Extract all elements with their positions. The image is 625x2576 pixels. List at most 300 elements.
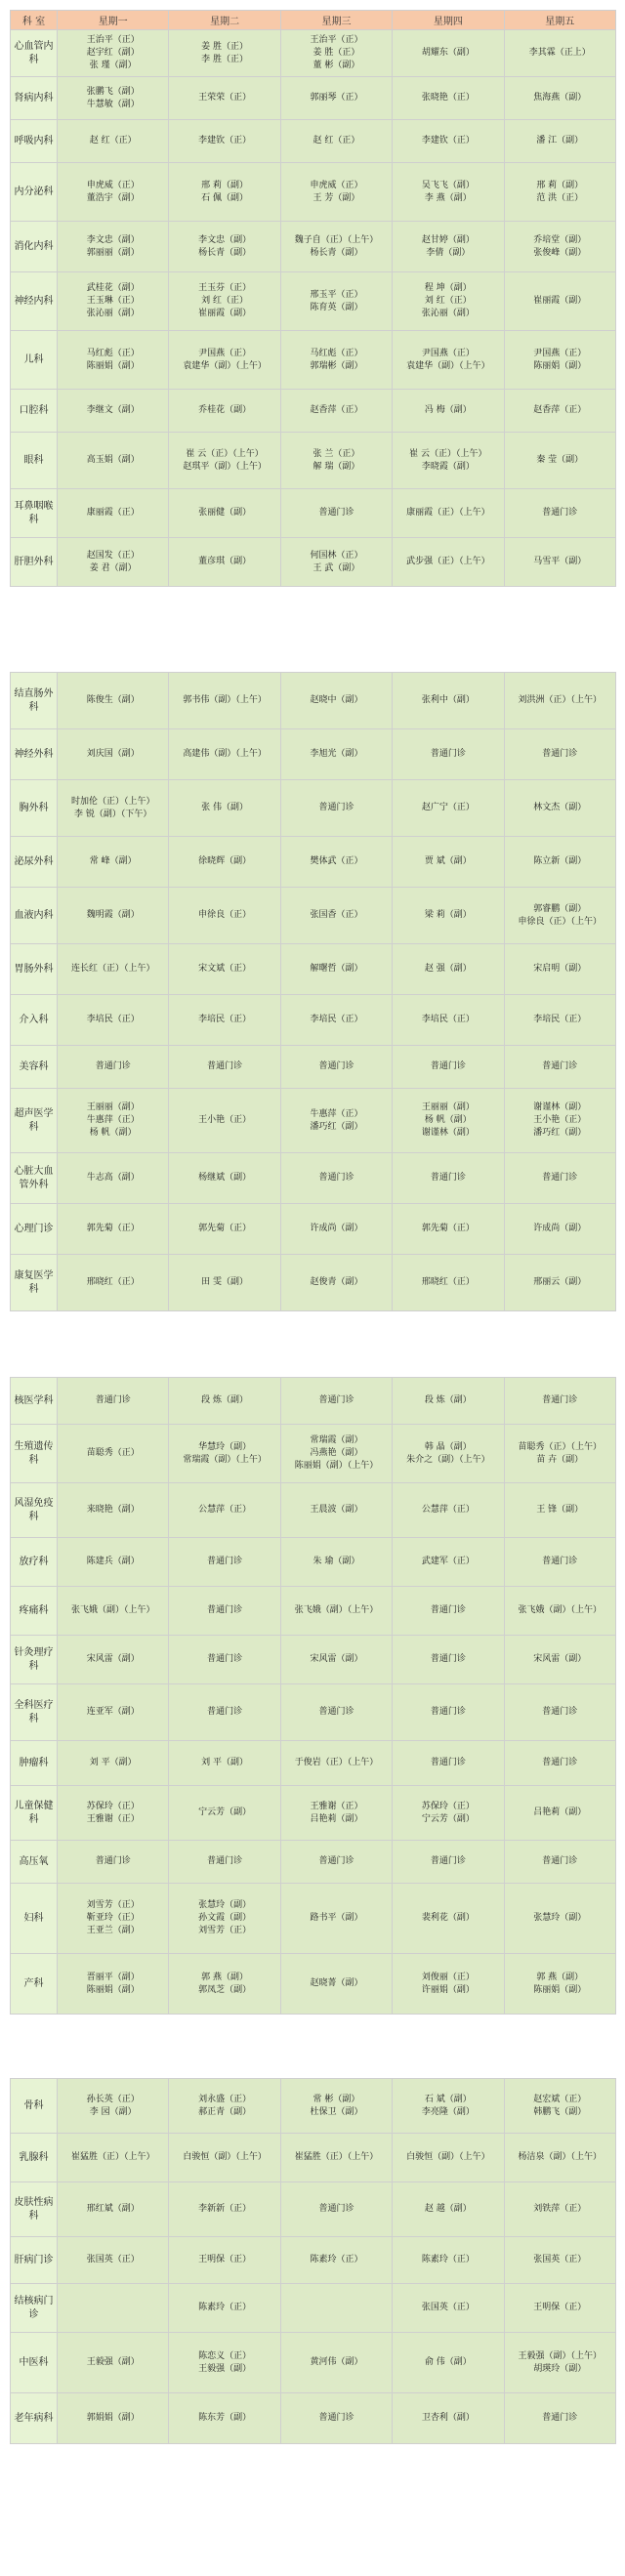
doctor-entry: 董 彬（副） <box>312 61 360 70</box>
doctor-entry: 陈素玲（正） <box>198 2303 252 2312</box>
doctor-entry: 刘 红（正） <box>201 296 249 306</box>
table-row <box>11 77 616 120</box>
doctor-entry: 何国林（正） <box>310 550 363 561</box>
schedule-cell <box>169 673 280 729</box>
schedule-cell <box>280 163 392 222</box>
table-row <box>11 1587 616 1636</box>
doctor-entry: 李培民（正） <box>310 1015 363 1024</box>
doctor-entry: 陈丽娟（副） <box>533 1984 587 1995</box>
doctor-entry: 胡耀东（副） <box>421 48 475 58</box>
schedule-cell <box>169 1538 280 1587</box>
schedule-cell <box>504 1255 615 1311</box>
department-name: 生殖遗传科 <box>11 1425 58 1483</box>
schedule-cell <box>169 489 280 538</box>
doctor-entry: 杨 帆（副） <box>424 1115 472 1125</box>
doctor-entry: 张利中（副） <box>421 695 475 705</box>
doctor-entry: 普通门诊 <box>430 1856 466 1866</box>
schedule-cell <box>58 1841 169 1884</box>
doctor-entry: 崔猛胜（正）（上午） <box>70 2152 155 2162</box>
doctor-entry: 王丽丽（副） <box>86 1102 140 1112</box>
schedule-cell <box>393 331 504 390</box>
doctor-entry: 李文忠（副） <box>198 234 252 245</box>
table-row <box>11 163 616 222</box>
doctor-entry: 武步强（正）（上午） <box>406 557 490 566</box>
doctor-entry: 路书平（副） <box>310 1913 363 1923</box>
table-row <box>11 1153 616 1204</box>
department-name: 眼科 <box>11 433 58 489</box>
doctor-entry: 刘永盛（正） <box>198 2094 252 2104</box>
schedule-cell <box>280 390 392 433</box>
doctor-entry: 宋风雷（副） <box>86 1654 140 1664</box>
schedule-table-4 <box>10 2078 616 2444</box>
department-name: 老年病科 <box>11 2393 58 2444</box>
schedule-cell <box>504 729 615 780</box>
table-row <box>11 272 616 331</box>
doctor-entry: 许成尚（副） <box>533 1224 587 1233</box>
doctor-entry: 许丽娟（副） <box>421 1984 475 1995</box>
doctor-entry: 王毅强（副） <box>86 2357 140 2367</box>
doctor-entry: 裴利花（副） <box>421 1913 475 1923</box>
doctor-entry: 普通门诊 <box>318 1395 354 1405</box>
schedule-cell <box>169 1786 280 1841</box>
doctor-entry: 张国英（正） <box>533 2255 587 2264</box>
schedule-cell <box>393 222 504 272</box>
doctor-entry: 连亚军（副） <box>86 1707 140 1717</box>
header-day-4: 星期四 <box>393 11 504 30</box>
schedule-cell <box>58 1425 169 1483</box>
doctor-entry: 靳亚玲（正） <box>86 1913 140 1923</box>
schedule-cell <box>169 1954 280 2015</box>
doctor-entry: 普通门诊 <box>430 1605 466 1615</box>
schedule-cell <box>58 1204 169 1255</box>
schedule-cell <box>393 489 504 538</box>
doctor-entry: 苗聪秀（正） <box>86 1448 140 1458</box>
schedule-cell <box>393 780 504 837</box>
schedule-cell <box>504 331 615 390</box>
schedule-cell <box>169 729 280 780</box>
doctor-entry: 田 雯（副） <box>201 1277 249 1287</box>
schedule-cell <box>504 2079 615 2134</box>
table-row <box>11 30 616 77</box>
doctor-entry: 康丽霞（正）（上午） <box>406 508 490 518</box>
department-name: 全科医疗科 <box>11 1684 58 1741</box>
doctor-entry: 魏明霞（副） <box>86 910 140 920</box>
doctor-entry: 韩鹏飞（副） <box>533 2106 587 2117</box>
schedule-cell <box>393 673 504 729</box>
doctor-entry: 宁云芳（副） <box>421 1813 475 1824</box>
schedule-cell <box>504 1786 615 1841</box>
doctor-entry: 赵广宁（正） <box>421 803 475 812</box>
doctor-entry: 潘 江（副） <box>536 136 584 145</box>
schedule-cell <box>58 163 169 222</box>
table-row <box>11 2079 616 2134</box>
doctor-entry: 陈东芳（副） <box>198 2413 252 2423</box>
doctor-entry: 林文杰（副） <box>533 803 587 812</box>
schedule-cell <box>58 2393 169 2444</box>
schedule-cell <box>393 1425 504 1483</box>
doctor-entry: 宋文斌（正） <box>198 964 252 974</box>
schedule-cell <box>58 1153 169 1204</box>
department-name: 心血管内科 <box>11 30 58 77</box>
schedule-cell <box>393 1046 504 1089</box>
doctor-entry: 陈育英（副） <box>310 302 363 312</box>
doctor-entry: 刘雪芳（正） <box>198 1926 252 1935</box>
schedule-cell <box>280 1884 392 1954</box>
table-row <box>11 2333 616 2393</box>
department-name: 肝病门诊 <box>11 2237 58 2284</box>
table-row <box>11 390 616 433</box>
doctor-entry: 王 武（副） <box>312 562 360 573</box>
doctor-entry: 李旭光（副） <box>310 749 363 759</box>
department-name: 肿瘤科 <box>11 1741 58 1786</box>
schedule-cell <box>58 77 169 120</box>
schedule-cell <box>393 1587 504 1636</box>
schedule-cell <box>169 2182 280 2237</box>
doctor-entry: 普通门诊 <box>542 749 578 759</box>
schedule-cell <box>169 1046 280 1089</box>
doctor-entry: 郭书伟（副）（上午） <box>183 695 267 705</box>
doctor-entry: 普通门诊 <box>542 1707 578 1717</box>
schedule-cell <box>504 489 615 538</box>
doctor-entry: 陈丽娟（副） <box>533 360 587 371</box>
doctor-entry: 尹国燕（正） <box>198 348 252 358</box>
doctor-entry: 常瑞霞（副）（上午） <box>183 1454 267 1465</box>
table-row <box>11 222 616 272</box>
doctor-entry: 王毅强（副） <box>198 2363 252 2374</box>
schedule-cell <box>393 538 504 587</box>
schedule-cell <box>393 1255 504 1311</box>
table-row <box>11 2134 616 2182</box>
doctor-entry: 许成尚（副） <box>310 1224 363 1233</box>
doctor-entry: 郭凤芝（副） <box>198 1984 252 1995</box>
schedule-cell <box>393 433 504 489</box>
doctor-entry: 张 伟（副） <box>201 803 249 812</box>
doctor-entry: 华慧玲（副） <box>198 1441 252 1452</box>
doctor-entry: 程 坤（副） <box>424 283 472 293</box>
schedule-cell <box>393 2237 504 2284</box>
schedule-cell <box>504 30 615 77</box>
schedule-cell <box>504 888 615 944</box>
doctor-entry: 陈俊生（副） <box>86 695 140 705</box>
department-name: 儿科 <box>11 331 58 390</box>
schedule-cell <box>169 837 280 888</box>
doctor-entry: 李亮隆（副） <box>421 2106 475 2117</box>
doctor-entry: 普通门诊 <box>430 1758 466 1767</box>
schedule-cell <box>58 1684 169 1741</box>
doctor-entry: 于俊岩（正）（上午） <box>294 1758 379 1767</box>
doctor-entry: 王小艳（正） <box>198 1115 252 1125</box>
schedule-cell <box>169 1255 280 1311</box>
doctor-entry: 郭先菊（正） <box>421 1224 475 1233</box>
doctor-entry: 宋启明（副） <box>533 964 587 974</box>
schedule-cell <box>280 1046 392 1089</box>
table-row <box>11 1483 616 1538</box>
schedule-cell <box>504 1153 615 1204</box>
table-row <box>11 944 616 995</box>
doctor-entry: 张慧玲（副） <box>533 1913 587 1923</box>
doctor-entry: 普通门诊 <box>207 1654 243 1664</box>
schedule-cell <box>393 120 504 163</box>
table-row <box>11 1786 616 1841</box>
schedule-cell <box>393 1483 504 1538</box>
doctor-entry: 姜 胜（正） <box>312 48 360 58</box>
doctor-entry: 乔培堂（副） <box>533 234 587 245</box>
schedule-cell <box>504 2134 615 2182</box>
schedule-cell <box>393 2079 504 2134</box>
doctor-entry: 潘巧红（副） <box>533 1128 587 1138</box>
doctor-entry: 普通门诊 <box>318 1856 354 1866</box>
table-row <box>11 1884 616 1954</box>
schedule-table-3 <box>10 1377 616 2015</box>
doctor-entry: 谢谨林（副） <box>421 1128 475 1138</box>
doctor-entry: 刘庆国（副） <box>86 749 140 759</box>
doctor-entry: 吴飞飞（副） <box>421 180 475 190</box>
doctor-entry: 张鹏飞（副） <box>86 86 140 97</box>
table-row <box>11 1841 616 1884</box>
doctor-entry: 袁建华（副）（上午） <box>406 360 490 371</box>
department-name: 放疗科 <box>11 1538 58 1587</box>
schedule-cell <box>504 1483 615 1538</box>
schedule-cell <box>280 2237 392 2284</box>
department-name: 结核病门诊 <box>11 2284 58 2333</box>
doctor-entry: 石 佩（副） <box>201 192 249 203</box>
table-row <box>11 1538 616 1587</box>
schedule-cell <box>169 1741 280 1786</box>
doctor-entry: 牛慧敏（副） <box>86 99 140 109</box>
doctor-entry: 邢 莉（副） <box>201 180 249 190</box>
schedule-cell <box>393 837 504 888</box>
table-row <box>11 1954 616 2015</box>
schedule-cell <box>169 1153 280 1204</box>
table-row <box>11 995 616 1046</box>
schedule-cell <box>280 2284 392 2333</box>
schedule-cell <box>504 77 615 120</box>
doctor-entry: 白骏恒（副）（上午） <box>406 2152 490 2162</box>
schedule-cell <box>58 837 169 888</box>
schedule-cell <box>280 995 392 1046</box>
schedule-cell <box>393 2284 504 2333</box>
doctor-entry: 申徐良（正）（上午） <box>518 916 603 927</box>
doctor-entry: 张沁丽（副） <box>421 309 475 318</box>
department-name: 胃肠外科 <box>11 944 58 995</box>
doctor-entry: 张飞娥（副）（上午） <box>294 1605 379 1615</box>
doctor-entry: 张国英（正） <box>421 2303 475 2312</box>
schedule-cell <box>504 780 615 837</box>
schedule-cell <box>169 1841 280 1884</box>
schedule-cell <box>393 729 504 780</box>
schedule-cell <box>169 995 280 1046</box>
doctor-entry: 张国香（正） <box>310 910 363 920</box>
doctor-entry: 刘铁萍（正） <box>533 2204 587 2214</box>
department-name: 神经内科 <box>11 272 58 331</box>
schedule-cell <box>280 2182 392 2237</box>
doctor-entry: 连长红（正）（上午） <box>70 964 155 974</box>
doctor-entry: 赵国发（正） <box>86 550 140 561</box>
doctor-entry: 郭 燕（副） <box>536 1972 584 1982</box>
doctor-entry: 樊体武（正） <box>310 856 363 866</box>
doctor-entry: 范 洪（正） <box>536 192 584 203</box>
doctor-entry: 赵晓中（副） <box>310 695 363 705</box>
doctor-entry: 吕艳莉（副） <box>533 1807 587 1817</box>
doctor-entry: 郭丽琴（正） <box>310 93 363 103</box>
schedule-cell <box>280 1204 392 1255</box>
doctor-entry: 普通门诊 <box>542 1856 578 1866</box>
schedule-cell <box>169 77 280 120</box>
schedule-cell <box>280 538 392 587</box>
schedule-cell <box>280 1587 392 1636</box>
schedule-cell <box>280 2079 392 2134</box>
doctor-entry: 时加伦（正）（上午） <box>70 796 155 807</box>
table-row <box>11 538 616 587</box>
table-row <box>11 837 616 888</box>
schedule-cell <box>280 673 392 729</box>
schedule-cell <box>504 1636 615 1684</box>
schedule-cell <box>58 780 169 837</box>
doctor-entry: 秦 莹（副） <box>536 455 584 465</box>
schedule-cell <box>393 1741 504 1786</box>
doctor-entry: 梁 莉（副） <box>424 910 472 920</box>
department-name: 针灸理疗科 <box>11 1636 58 1684</box>
schedule-cell <box>393 30 504 77</box>
doctor-entry: 邢红斌（副） <box>86 2204 140 2214</box>
schedule-cell <box>393 390 504 433</box>
doctor-entry: 杨洁泉（副）（上午） <box>518 2152 603 2162</box>
doctor-entry: 申徐良（正） <box>198 910 252 920</box>
schedule-cell <box>169 2079 280 2134</box>
doctor-entry: 陈建兵（副） <box>86 1557 140 1566</box>
doctor-entry: 乔桂花（副） <box>198 405 252 415</box>
schedule-cell <box>280 331 392 390</box>
doctor-entry: 段 炼（副） <box>424 1395 472 1405</box>
department-name: 乳腺科 <box>11 2134 58 2182</box>
schedule-cell <box>280 729 392 780</box>
schedule-cell <box>504 1089 615 1153</box>
doctor-entry: 崔 云（正）（上午） <box>409 448 487 459</box>
schedule-cell <box>169 888 280 944</box>
schedule-cell <box>280 77 392 120</box>
doctor-entry: 陈恋义（正） <box>198 2350 252 2361</box>
schedule-cell <box>169 1684 280 1741</box>
doctor-entry: 尹国燕（正） <box>533 348 587 358</box>
schedule-cell <box>393 1841 504 1884</box>
doctor-entry: 普通门诊 <box>542 1758 578 1767</box>
table-row <box>11 331 616 390</box>
table-row <box>11 120 616 163</box>
table-row <box>11 2393 616 2444</box>
doctor-entry: 郭 燕（副） <box>201 1972 249 1982</box>
department-name: 美容科 <box>11 1046 58 1089</box>
doctor-entry: 王治平（正） <box>86 35 140 45</box>
doctor-entry: 张慧玲（副） <box>198 1900 252 1910</box>
schedule-cell <box>58 222 169 272</box>
department-name: 呼吸内科 <box>11 120 58 163</box>
schedule-cell <box>169 1378 280 1425</box>
doctor-entry: 王毅强（副）（上午） <box>518 2350 603 2361</box>
doctor-entry: 普通门诊 <box>207 1707 243 1717</box>
doctor-entry: 贾 斌（副） <box>424 856 472 866</box>
doctor-entry: 邢 莉（副） <box>536 180 584 190</box>
department-name: 骨科 <box>11 2079 58 2134</box>
doctor-entry: 李建钦（正） <box>198 136 252 145</box>
doctor-entry: 普通门诊 <box>430 749 466 759</box>
doctor-entry: 普通门诊 <box>95 1061 131 1071</box>
schedule-cell <box>504 944 615 995</box>
department-name: 疼痛科 <box>11 1587 58 1636</box>
doctor-entry: 卫杏利（副） <box>421 2413 475 2423</box>
department-name: 超声医学科 <box>11 1089 58 1153</box>
doctor-entry: 胡瑛玲（副） <box>533 2363 587 2374</box>
doctor-entry: 刘 红（正） <box>424 296 472 306</box>
schedule-cell <box>280 1954 392 2015</box>
doctor-entry: 普通门诊 <box>542 1557 578 1566</box>
doctor-entry: 李其霖（正上） <box>528 48 591 58</box>
schedule-cell <box>58 30 169 77</box>
doctor-entry: 公慧萍（正） <box>421 1505 475 1515</box>
schedule-cell <box>58 433 169 489</box>
doctor-entry: 苗聪秀（正）（上午） <box>518 1441 603 1452</box>
doctor-entry: 刘雪芳（正） <box>86 1900 140 1910</box>
doctor-entry: 李新新（正） <box>198 2204 252 2214</box>
schedule-cell <box>58 390 169 433</box>
schedule-cell <box>169 1483 280 1538</box>
department-name: 消化内科 <box>11 222 58 272</box>
schedule-cell <box>504 1425 615 1483</box>
doctor-entry: 赵宏斌（正） <box>533 2094 587 2104</box>
schedule-cell <box>393 944 504 995</box>
schedule-cell <box>280 1153 392 1204</box>
doctor-entry: 普通门诊 <box>318 1061 354 1071</box>
doctor-entry: 孙长英（正） <box>86 2094 140 2104</box>
department-name: 神经外科 <box>11 729 58 780</box>
schedule-cell <box>58 729 169 780</box>
schedule-cell <box>169 222 280 272</box>
schedule-cell <box>280 1741 392 1786</box>
table-row <box>11 2237 616 2284</box>
doctor-entry: 马红彪（正） <box>86 348 140 358</box>
table-row <box>11 1204 616 1255</box>
doctor-entry: 徐晓辉（副） <box>198 856 252 866</box>
doctor-entry: 刘洪洲（正）（上午） <box>518 695 603 705</box>
schedule-cell <box>58 2134 169 2182</box>
department-name: 儿童保健科 <box>11 1786 58 1841</box>
doctor-entry: 王亚兰（副） <box>86 1926 140 1935</box>
doctor-entry: 晋丽平（副） <box>86 1972 140 1982</box>
schedule-cell <box>393 888 504 944</box>
doctor-entry: 邢玉平（正） <box>310 289 363 300</box>
department-name: 皮肤性病科 <box>11 2182 58 2237</box>
schedule-cell <box>169 272 280 331</box>
doctor-entry: 普通门诊 <box>207 1557 243 1566</box>
schedule-cell <box>280 1255 392 1311</box>
doctor-entry: 李建钦（正） <box>421 136 475 145</box>
doctor-entry: 普通门诊 <box>95 1856 131 1866</box>
doctor-entry: 朱介之（副）（上午） <box>406 1454 490 1465</box>
schedule-cell <box>393 1378 504 1425</box>
doctor-entry: 杨继斌（副） <box>198 1173 252 1183</box>
schedule-cell <box>58 2333 169 2393</box>
table-row <box>11 888 616 944</box>
doctor-entry: 郭睿鹏（副） <box>533 903 587 914</box>
table-row <box>11 1378 616 1425</box>
doctor-entry: 刘 平（副） <box>89 1758 137 1767</box>
schedule-cell <box>504 1046 615 1089</box>
doctor-entry: 申虎威（正） <box>86 180 140 190</box>
doctor-entry: 王治平（正） <box>310 35 363 45</box>
doctor-entry: 普通门诊 <box>318 1173 354 1183</box>
schedule-cell <box>280 120 392 163</box>
schedule-cell <box>504 2237 615 2284</box>
doctor-entry: 杜保卫（副） <box>310 2106 363 2117</box>
